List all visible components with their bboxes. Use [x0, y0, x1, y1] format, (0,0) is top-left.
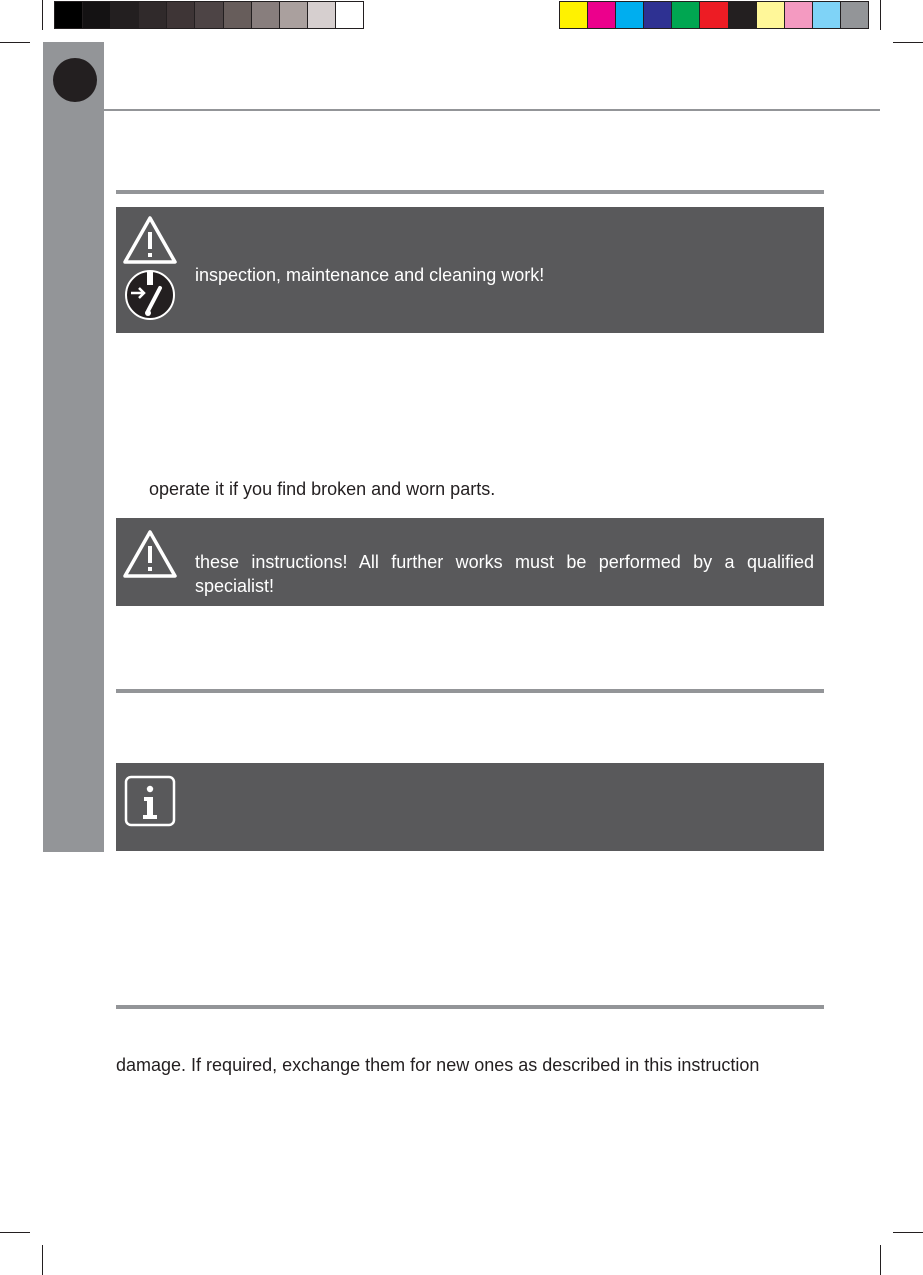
gray-swatch	[167, 2, 195, 28]
gray-swatch	[280, 2, 308, 28]
color-swatch	[560, 2, 588, 28]
color-swatch	[700, 2, 728, 28]
gray-swatch	[308, 2, 336, 28]
color-swatch	[813, 2, 841, 28]
grayscale-calibration-strip	[54, 1, 364, 29]
page-marker-dot	[53, 58, 97, 102]
color-swatch	[644, 2, 672, 28]
crop-mark	[0, 1232, 30, 1233]
color-swatch	[616, 2, 644, 28]
notice-info	[116, 763, 824, 851]
section-rule	[116, 190, 824, 194]
gray-swatch	[55, 2, 83, 28]
notice-disconnect-text: inspection, maintenance and cleaning work!	[195, 265, 545, 285]
color-swatch	[785, 2, 813, 28]
side-margin-tab	[43, 42, 104, 852]
gray-swatch	[83, 2, 111, 28]
crop-mark	[880, 1245, 881, 1275]
crop-mark	[42, 0, 43, 30]
gray-swatch	[336, 2, 363, 28]
color-swatch	[757, 2, 785, 28]
gray-swatch	[139, 2, 167, 28]
info-icon	[124, 775, 176, 827]
color-swatch	[672, 2, 700, 28]
gray-swatch	[224, 2, 252, 28]
warning-triangle-icon	[122, 215, 178, 265]
crop-mark	[42, 1245, 43, 1275]
color-calibration-strip	[559, 1, 869, 29]
crop-mark	[893, 1232, 923, 1233]
section-rule	[116, 1005, 824, 1009]
color-swatch	[588, 2, 616, 28]
header-rule	[104, 109, 880, 111]
disconnect-plug-icon	[124, 269, 176, 321]
crop-mark	[880, 0, 881, 30]
notice-disconnect	[116, 207, 824, 333]
gray-swatch	[111, 2, 139, 28]
gray-swatch	[195, 2, 223, 28]
crop-mark	[0, 42, 30, 43]
crop-mark	[893, 42, 923, 43]
color-swatch	[729, 2, 757, 28]
notice-specialist-text: these instructions! All further works must be performed by a qualified specialist!	[195, 552, 814, 596]
warning-triangle-icon	[122, 529, 178, 579]
notice-specialist	[116, 518, 824, 606]
color-swatch	[841, 2, 868, 28]
body-text-damage: damage. If required, exchange them for new ones as described in this instruction	[116, 1055, 760, 1075]
gray-swatch	[252, 2, 280, 28]
body-text-parts: operate it if you find broken and worn parts.	[149, 479, 496, 499]
section-rule	[116, 689, 824, 693]
